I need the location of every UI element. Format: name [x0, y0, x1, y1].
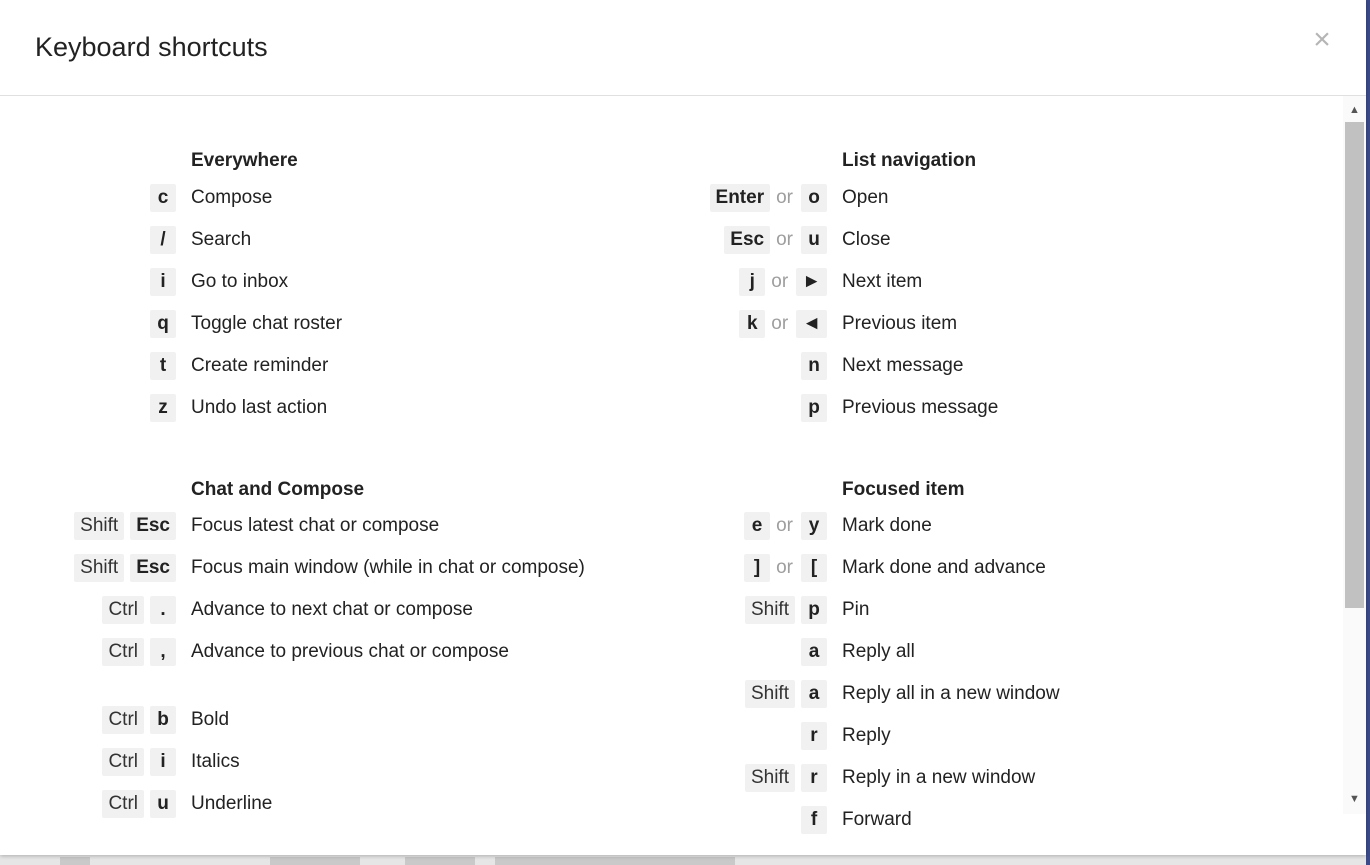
- shortcut-keys: [0, 554, 827, 582]
- key-cap: r: [801, 722, 827, 750]
- dialog-header: [0, 0, 1366, 96]
- scroll-down-arrow-icon[interactable]: ▼: [1349, 793, 1360, 805]
- key-cap: k: [739, 310, 765, 338]
- key-cap: ◄: [796, 310, 827, 338]
- shortcut-description: Search: [191, 229, 252, 250]
- key-cap: b: [150, 706, 176, 734]
- close-icon[interactable]: ×: [1313, 23, 1331, 56]
- key-cap: Shift: [74, 554, 124, 582]
- or-separator: or: [776, 515, 793, 536]
- shortcut-description: Undo last action: [191, 397, 328, 418]
- shortcut-keys: [0, 764, 827, 792]
- key-cap: n: [801, 352, 827, 380]
- scroll-up-arrow-icon[interactable]: ▲: [1349, 104, 1360, 116]
- shortcut-description: Toggle chat roster: [191, 313, 343, 334]
- key-cap: /: [150, 226, 176, 254]
- key-cap: j: [739, 268, 765, 296]
- key-cap: q: [150, 310, 176, 338]
- scrollbar-thumb[interactable]: [1345, 122, 1364, 608]
- key-cap: y: [801, 512, 827, 540]
- key-cap: Esc: [130, 554, 176, 582]
- or-separator: or: [771, 313, 789, 334]
- key-cap: Shift: [745, 680, 795, 708]
- key-cap: Ctrl: [102, 706, 144, 734]
- key-cap: r: [801, 764, 827, 792]
- key-cap: i: [150, 748, 176, 776]
- shortcut-description: Reply all in a new window: [842, 683, 1060, 704]
- section-title-focused-item: Focused item: [842, 479, 965, 500]
- key-cap: p: [801, 596, 827, 624]
- key-cap: ,: [150, 638, 176, 666]
- key-cap: Shift: [74, 512, 124, 540]
- key-cap: u: [801, 226, 827, 254]
- shortcut-description: Open: [842, 187, 889, 208]
- shortcut-description: Focus latest chat or compose: [191, 515, 440, 536]
- shortcut-keys: [0, 680, 827, 708]
- shortcut-description: Go to inbox: [191, 271, 289, 292]
- key-cap: a: [801, 638, 827, 666]
- key-cap: t: [150, 352, 176, 380]
- shortcut-keys: [0, 310, 827, 338]
- shortcut-description: Bold: [191, 709, 230, 730]
- key-cap: u: [150, 790, 176, 818]
- shortcut-description: Compose: [191, 187, 273, 208]
- shortcut-keys: [0, 352, 827, 380]
- key-cap: Ctrl: [102, 638, 144, 666]
- key-cap: .: [150, 596, 176, 624]
- shortcut-keys: [0, 512, 827, 540]
- key-cap: c: [150, 184, 176, 212]
- or-separator: or: [771, 271, 789, 292]
- key-cap: Shift: [745, 764, 795, 792]
- background-page-strip: [0, 855, 1370, 865]
- shortcut-keys: [0, 268, 827, 296]
- shortcut-description: Previous item: [842, 313, 958, 334]
- key-cap: z: [150, 394, 176, 422]
- shortcut-description: Next message: [842, 355, 964, 376]
- shortcut-keys: [0, 394, 827, 422]
- section-title-list-navigation: List navigation: [842, 150, 977, 171]
- shortcut-keys: [0, 806, 827, 834]
- key-cap: Ctrl: [102, 790, 144, 818]
- background-window-edge: [1366, 0, 1370, 865]
- shortcut-description: Mark done: [842, 515, 932, 536]
- shortcut-description: Next item: [842, 271, 923, 292]
- or-separator: or: [776, 229, 793, 250]
- shortcut-description: Underline: [191, 793, 273, 814]
- shortcut-description: Reply in a new window: [842, 767, 1036, 788]
- shortcut-description: Forward: [842, 809, 912, 830]
- key-cap: [: [801, 554, 827, 582]
- dialog-title: Keyboard shortcuts: [35, 32, 268, 62]
- key-cap: Ctrl: [102, 748, 144, 776]
- key-cap: Shift: [745, 596, 795, 624]
- shortcut-description: Advance to next chat or compose: [191, 599, 473, 620]
- key-cap: Esc: [130, 512, 176, 540]
- key-cap: p: [801, 394, 827, 422]
- section-title-chat-compose: Chat and Compose: [191, 479, 365, 500]
- key-cap: e: [744, 512, 770, 540]
- shortcut-description: Previous message: [842, 397, 999, 418]
- shortcut-description: Close: [842, 229, 891, 250]
- section-title-everywhere: Everywhere: [191, 150, 298, 171]
- or-separator: or: [776, 557, 793, 578]
- key-cap: o: [801, 184, 827, 212]
- shortcuts-content: [0, 96, 1340, 830]
- shortcut-keys: [0, 638, 827, 666]
- shortcut-description: Mark done and advance: [842, 557, 1046, 578]
- key-cap: Ctrl: [102, 596, 144, 624]
- shortcut-description: Advance to previous chat or compose: [191, 641, 509, 662]
- shortcut-keys: [0, 184, 827, 212]
- key-cap: a: [801, 680, 827, 708]
- vertical-scrollbar[interactable]: [1343, 96, 1366, 814]
- or-separator: or: [776, 187, 793, 208]
- key-cap: Esc: [724, 226, 770, 254]
- shortcut-description: Reply: [842, 725, 891, 746]
- shortcut-keys: [0, 722, 827, 750]
- shortcut-description: Create reminder: [191, 355, 329, 376]
- key-cap: Enter: [710, 184, 771, 212]
- shortcut-description: Italics: [191, 751, 240, 772]
- key-cap: ►: [796, 268, 827, 296]
- shortcut-keys: [0, 226, 827, 254]
- key-cap: f: [801, 806, 827, 834]
- key-cap: ]: [744, 554, 770, 582]
- shortcut-keys: [0, 596, 827, 624]
- key-cap: i: [150, 268, 176, 296]
- shortcut-description: Focus main window (while in chat or compose): [191, 557, 585, 578]
- shortcut-description: Reply all: [842, 641, 915, 662]
- shortcut-description: Pin: [842, 599, 870, 620]
